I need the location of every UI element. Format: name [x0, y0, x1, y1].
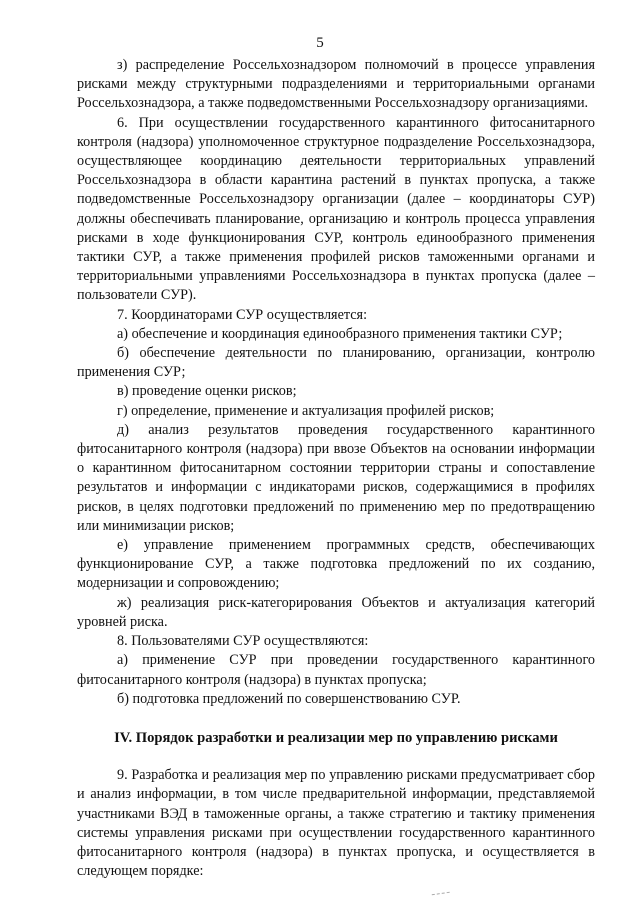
list-item-8b: б) подготовка предложений по совершенствованию СУР.	[117, 690, 461, 707]
list-item-7b: б) обеспечение деятельности по планированию, организации, контролю применения СУР;	[77, 345, 595, 381]
paragraph-z-distribution: з) распределение Россельхознадзором полномочий в процессе управления рисками между структурными подразделениями и территориальными органами Россельхознадзора, а также подведомственными Россельхознадзору организациями.	[77, 57, 595, 112]
paragraph-8: 8. Пользователями СУР осуществляются:	[117, 633, 369, 650]
list-item-7v: в) проведение оценки рисков;	[117, 383, 297, 400]
list-item-7g: г) определение, применение и актуализация профилей рисков;	[117, 402, 495, 419]
paragraph-7: 7. Координаторами СУР осуществляется:	[117, 306, 368, 323]
list-item-7zh: ж) реализация риск-категорирования Объектов и актуализация категорий уровней риска.	[77, 594, 595, 630]
paragraph-9: 9. Разработка и реализация мер по управлению рисками предусматривает сбор и анализ информации, в том числе предварительной информации, представляемой участниками ВЭД в таможенные органы, а также стратегию и тактику применения системы управления рисками при осуществлении государственного карантинного фитосанитарного контроля (надзора) в пунктах пропуска, и осуществляется в следующем порядке:	[77, 767, 595, 880]
list-item-8a: а) применение СУР при проведении государственного карантинного фитосанитарного контроля (надзора) в пунктах пропуска;	[77, 652, 595, 688]
list-item-7e: е) управление применением программных средств, обеспечивающих функционирование СУР, а также подготовка предложений по их созданию, модернизации и сопровождению;	[77, 537, 595, 592]
list-item-7d: д) анализ результатов проведения государственного карантинного фитосанитарного контроля (надзора) при ввозе Объектов на основании информации о карантинном фитосанитарном состоянии территории страны и сопоставление результатов и информации с индикаторами рисков, содержащимися в профилях рисков, в целях подготовки предложений по применению мер по предотвращению или минимизации рисков;	[77, 421, 595, 534]
paragraph-6: 6. При осуществлении государственного карантинного фитосанитарного контроля (надзора) уполномоченное структурное подразделение Россельхознадзора, осуществляющее координацию деятельности территориальных управлений Россельхознадзора в области карантина растений в пунктах пропуска, а также подведомственные Россельхознадзору организации (далее – координаторы СУР) должны обеспечивать планирование, организацию и контроль процесса управления рисками в ходе функционирования СУР, контроль единообразного применения тактики СУР, а также применения профилей рисков таможенными органами и территориальными управлениями Россельхознадзора в пунктах пропуска (далее – пользователи СУР).	[77, 114, 595, 304]
document-body	[77, 56, 595, 881]
scan-artifact	[432, 892, 451, 899]
section-heading: IV. Порядок разработки и реализации мер по управлению рисками	[114, 729, 558, 746]
page-number: 5	[316, 35, 324, 51]
list-item-7a: а) обеспечение и координация единообразного применения тактики СУР;	[117, 325, 563, 342]
